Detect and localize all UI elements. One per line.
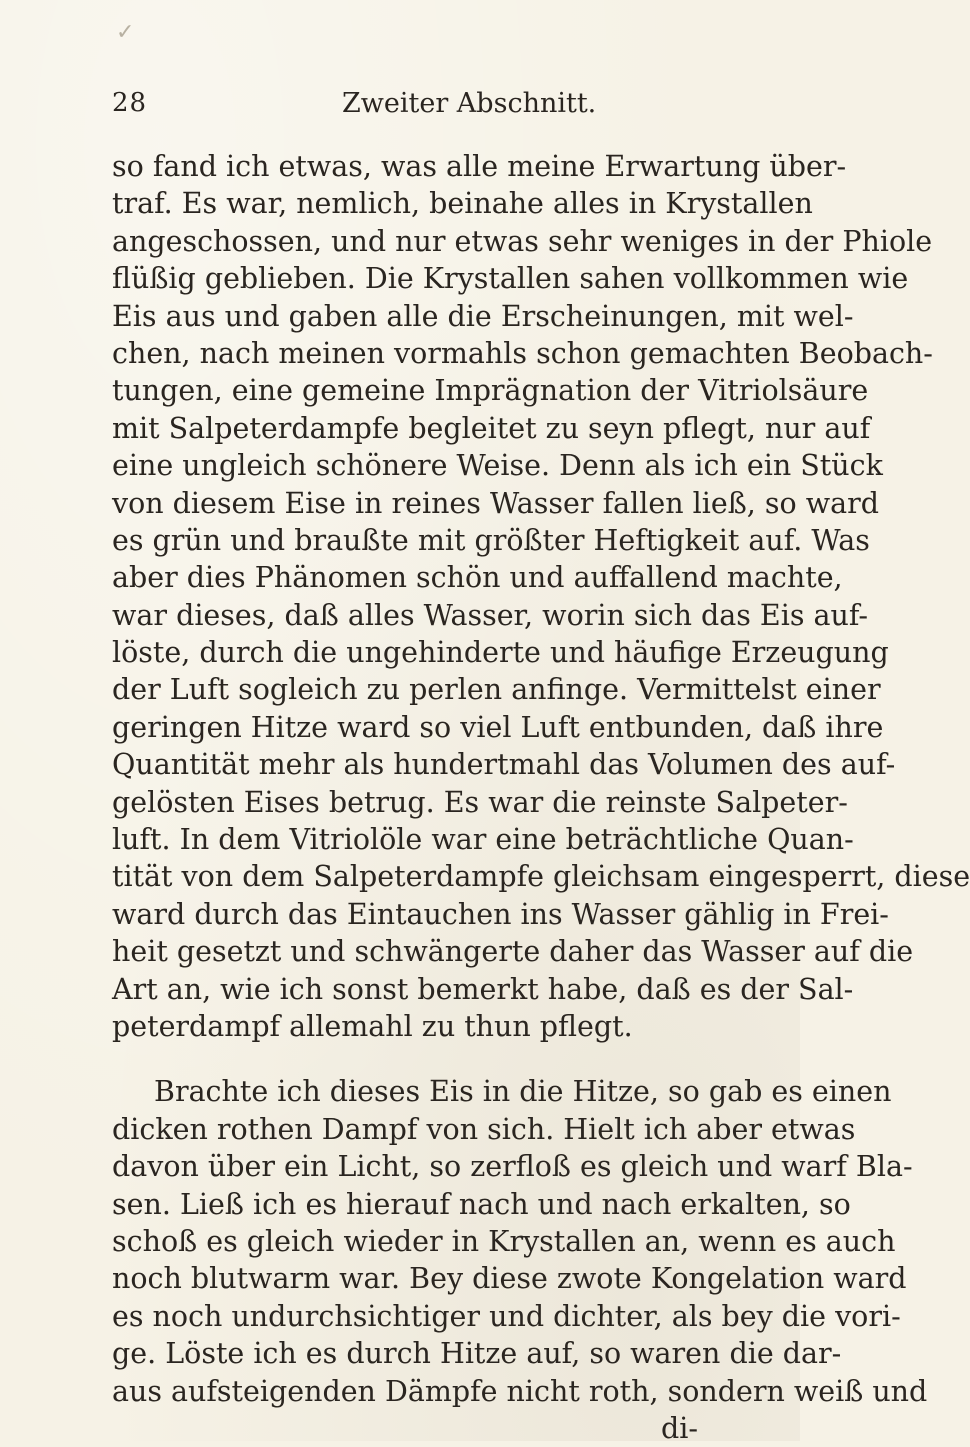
text-line: traf. Es war, nemlich, beinahe alles in Krystallen bbox=[112, 187, 813, 221]
text-line: flüßig geblieben. Die Krystallen sahen vollkommen wie bbox=[112, 262, 909, 296]
text-line: geringen Hitze ward so viel Luft entbunden, daß ihre bbox=[112, 710, 884, 744]
text-line: so fand ich etwas, was alle meine Erwartung über- bbox=[112, 150, 847, 183]
margin-mark-icon: ✓ bbox=[116, 20, 135, 45]
paragraph bbox=[112, 1073, 928, 1410]
text-line: tität von dem Salpeterdampfe gleichsam eingesperrt, diese bbox=[112, 860, 970, 894]
text-line: mit Salpeterdampfe begleitet zu seyn pflegt, nur auf bbox=[112, 411, 871, 445]
text-line: löste, durch die ungehinderte und häufige Erzeugung bbox=[112, 636, 889, 670]
text-line: aber dies Phänomen schön und auffallend machte, bbox=[112, 561, 843, 595]
text-line: schoß es gleich wieder in Krystallen an, wenn es auch bbox=[112, 1224, 896, 1258]
text-line: eine ungleich schönere Weise. Denn als ich ein Stück bbox=[112, 449, 883, 483]
running-head: Zweiter Abschnitt. bbox=[342, 88, 597, 119]
text-line: tungen, eine gemeine Imprägnation der Vitriolsäure bbox=[112, 374, 869, 408]
text-line: davon über ein Licht, so zerfloß es gleich und warf Bla- bbox=[112, 1150, 913, 1184]
text-line: Quantität mehr als hundertmahl das Volumen des auf- bbox=[112, 748, 896, 782]
text-line: ge. Löste ich es durch Hitze auf, so waren die dar- bbox=[112, 1337, 842, 1371]
text-line: peterdampf allemahl zu thun pflegt. bbox=[112, 1009, 633, 1043]
text-line: chen, nach meinen vormahls schon gemachten Beobach- bbox=[112, 336, 933, 370]
text-line: ward durch das Eintauchen ins Wasser gählig in Frei- bbox=[112, 897, 889, 931]
catchword: di- bbox=[661, 1411, 698, 1445]
text-line: heit gesetzt und schwängerte daher das Wasser auf die bbox=[112, 935, 914, 969]
paragraph bbox=[112, 148, 970, 1045]
text-line: aus aufsteigenden Dämpfe nicht roth, sondern weiß und bbox=[112, 1374, 928, 1408]
page-number: 28 bbox=[112, 88, 148, 118]
text-line: von diesem Eise in reines Wasser fallen ließ, so ward bbox=[112, 486, 879, 520]
text-line: es noch undurchsichtiger und dichter, als bey die vori- bbox=[112, 1299, 901, 1333]
text-line: der Luft sogleich zu perlen anfinge. Vermittelst einer bbox=[112, 673, 881, 707]
text-line: Brachte ich dieses Eis in die Hitze, so gab es einen bbox=[154, 1075, 892, 1109]
text-line: Art an, wie ich sonst bemerkt habe, daß es der Sal- bbox=[112, 972, 854, 1006]
text-line: gelösten Eises betrug. Es war die reinste Salpeter- bbox=[112, 785, 848, 819]
body-text bbox=[112, 148, 970, 1447]
text-line: angeschossen, und nur etwas sehr weniges in der Phiole bbox=[112, 224, 933, 258]
text-line: Eis aus und gaben alle die Erscheinungen, mit wel- bbox=[112, 299, 854, 333]
text-line: war dieses, daß alles Wasser, worin sich das Eis auf- bbox=[112, 598, 869, 632]
paragraph-gap bbox=[112, 1045, 702, 1073]
text-line: noch blutwarm war. Bey diese zwote Kongelation ward bbox=[112, 1262, 907, 1296]
text-line: es grün und braußte mit größter Heftigkeit auf. Was bbox=[112, 523, 870, 557]
page-header bbox=[112, 88, 688, 128]
text-line: sen. Ließ ich es hierauf nach und nach erkalten, so bbox=[112, 1187, 851, 1221]
text-line: luft. In dem Vitriolöle war eine beträchtliche Quan- bbox=[112, 823, 854, 857]
text-line: dicken rothen Dampf von sich. Hielt ich aber etwas bbox=[112, 1112, 856, 1146]
